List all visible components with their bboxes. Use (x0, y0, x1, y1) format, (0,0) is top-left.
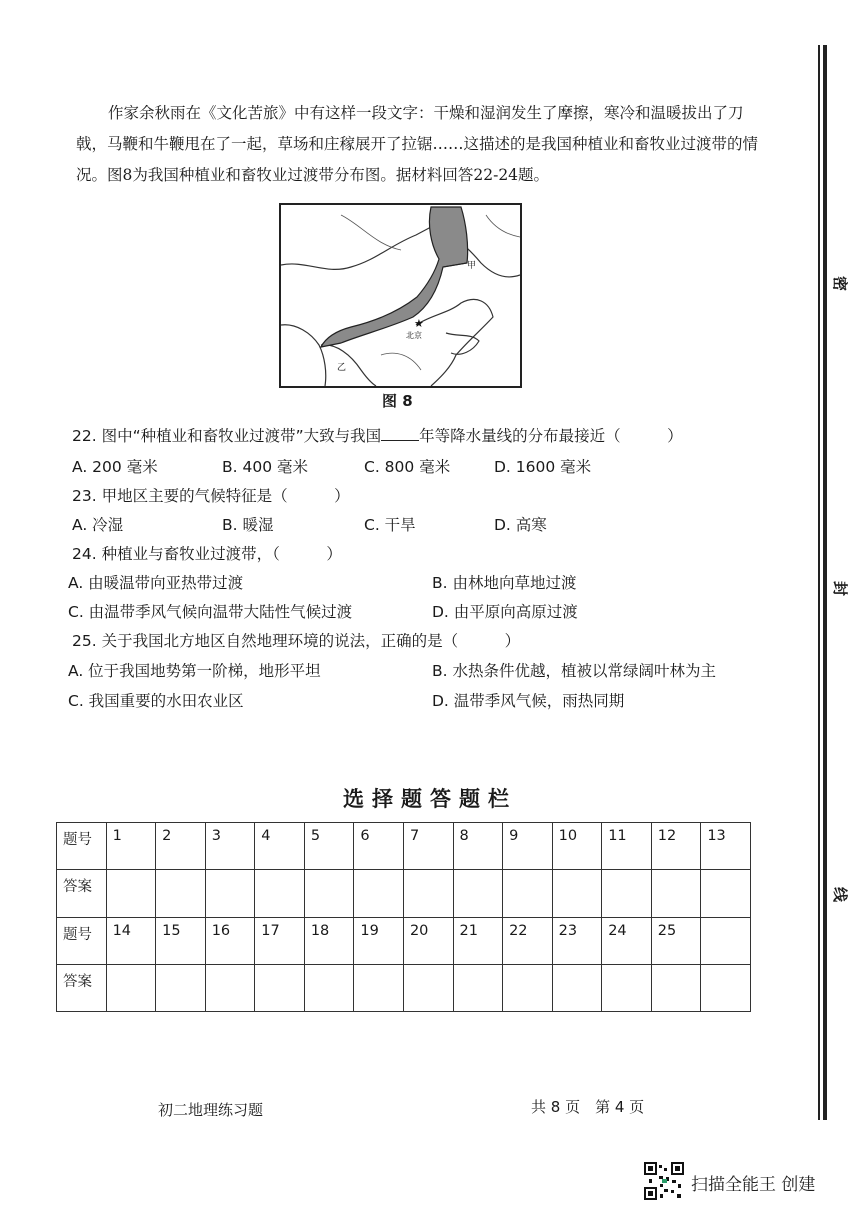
answer-cell[interactable] (156, 964, 206, 1011)
reading-passage (76, 98, 766, 191)
option-d: D. 1600 毫米 (494, 458, 592, 476)
number-cell: 4 (255, 823, 305, 870)
footer-page-number: 共 8 页 第 4 页 (531, 1098, 645, 1116)
answer-cell[interactable] (701, 964, 751, 1011)
coastline (416, 299, 493, 386)
option-a: A. 冷湿 (72, 516, 124, 534)
number-cell: 15 (156, 917, 206, 964)
number-cell: 17 (255, 917, 305, 964)
answer-cell[interactable] (552, 964, 602, 1011)
question-stem: 22. 图中“种植业和畜牧业过渡带”大致与我国 (72, 427, 382, 445)
number-cell: 20 (403, 917, 453, 964)
province-line (341, 215, 401, 250)
answer-cell[interactable] (255, 870, 305, 917)
answer-cell[interactable] (503, 870, 553, 917)
scanner-watermark: 扫描全能王 创建 (691, 1175, 816, 1195)
answer-cell[interactable] (156, 870, 206, 917)
province-line (381, 353, 421, 370)
answer-row (57, 870, 751, 917)
answer-cell[interactable] (403, 964, 453, 1011)
answer-cell[interactable] (106, 870, 156, 917)
number-cell: 9 (503, 823, 553, 870)
answer-cell[interactable] (503, 964, 553, 1011)
number-cell: 13 (701, 823, 751, 870)
answer-cell[interactable] (205, 964, 255, 1011)
option-b: B. 水热条件优越，植被以常绿阔叶林为主 (432, 662, 716, 680)
number-cell: 7 (403, 823, 453, 870)
number-cell: 8 (453, 823, 503, 870)
binding-mark-feng: 封 (831, 580, 850, 597)
number-cell: 23 (552, 917, 602, 964)
qr-code-icon (644, 1162, 684, 1200)
answer-cell[interactable] (651, 964, 701, 1011)
footer-course-title: 初二地理练习题 (158, 1101, 264, 1119)
answer-row (57, 964, 751, 1011)
question-22 (72, 424, 683, 446)
beijing-label: 北京 (406, 331, 422, 340)
row-label: 答案 (57, 870, 107, 917)
option-b: B. 暖湿 (222, 516, 274, 534)
number-cell: 3 (205, 823, 255, 870)
number-cell: 22 (503, 917, 553, 964)
option-c: C. 由温带季风气候向温带大陆性气候过渡 (68, 603, 353, 621)
option-d: D. 高寒 (494, 516, 547, 534)
beijing-star-icon: ★ (414, 317, 424, 330)
option-d: D. 温带季风气候，雨热同期 (432, 692, 625, 710)
answer-cell[interactable] (354, 870, 404, 917)
number-cell: 12 (651, 823, 701, 870)
answer-cell[interactable] (701, 870, 751, 917)
binding-line (823, 45, 827, 1120)
transition-belt (321, 207, 468, 347)
row-label: 答案 (57, 964, 107, 1011)
number-cell: 5 (304, 823, 354, 870)
label-jia: 甲 (467, 261, 477, 271)
number-cell: 11 (602, 823, 652, 870)
option-a: A. 由暖温带向亚热带过渡 (68, 574, 244, 592)
border-line (281, 227, 431, 269)
answer-cell[interactable] (651, 870, 701, 917)
binding-line (818, 45, 820, 1120)
province-line (486, 215, 520, 237)
number-cell: 18 (304, 917, 354, 964)
map-figure (279, 203, 522, 388)
number-cell (701, 917, 751, 964)
answer-cell[interactable] (304, 964, 354, 1011)
option-d: D. 由平原向高原过渡 (432, 603, 578, 621)
answer-cell[interactable] (602, 870, 652, 917)
number-cell: 2 (156, 823, 206, 870)
answer-cell[interactable] (552, 870, 602, 917)
number-cell: 1 (106, 823, 156, 870)
option-c: C. 我国重要的水田农业区 (68, 692, 244, 710)
number-cell: 6 (354, 823, 404, 870)
option-a: A. 位于我国地势第一阶梯，地形平坦 (68, 662, 321, 680)
transition-belt-map (281, 205, 520, 386)
number-cell: 25 (651, 917, 701, 964)
row-label: 题号 (57, 823, 107, 870)
option-a: A. 200 毫米 (72, 458, 158, 476)
answer-cell[interactable] (304, 870, 354, 917)
answer-cell[interactable] (453, 964, 503, 1011)
option-b: B. 由林地向草地过渡 (432, 574, 577, 592)
option-c: C. 800 毫米 (364, 458, 451, 476)
answer-cell[interactable] (453, 870, 503, 917)
answer-table (56, 822, 751, 1012)
option-b: B. 400 毫米 (222, 458, 308, 476)
number-cell: 10 (552, 823, 602, 870)
answer-cell[interactable] (205, 870, 255, 917)
row-label: 题号 (57, 917, 107, 964)
answer-cell[interactable] (255, 964, 305, 1011)
province-line (281, 325, 326, 386)
answer-section-title: 选择题答题栏 (343, 787, 517, 811)
number-cell: 24 (602, 917, 652, 964)
province-line (321, 345, 376, 386)
option-c: C. 干旱 (364, 516, 416, 534)
number-cell: 19 (354, 917, 404, 964)
figure-caption: 图 8 (382, 392, 413, 410)
question-25: 25. 关于我国北方地区自然地理环境的说法，正确的是（ ） (72, 632, 521, 650)
answer-cell[interactable] (403, 870, 453, 917)
number-row (57, 917, 751, 964)
number-cell: 14 (106, 917, 156, 964)
answer-cell[interactable] (106, 964, 156, 1011)
number-cell: 21 (453, 917, 503, 964)
binding-mark-mi: 密 (831, 275, 850, 292)
number-cell: 16 (205, 917, 255, 964)
passage-text: 作家余秋雨在《文化苦旅》中有这样一段文字：干燥和湿润发生了摩擦，寒冷和温暖拔出了刀戟，马鞭和牛鞭甩在了一起，草场和庄稼展开了拉锯……这描述的是我国种植业和畜牧业过渡带的情况。图8为我国种植业和畜牧业过渡带分布图。据材料回答22-24题。 (76, 104, 759, 184)
label-yi: 乙 (337, 363, 347, 373)
question-23: 23. 甲地区主要的气候特征是（ ） (72, 487, 350, 505)
number-row (57, 823, 751, 870)
answer-cell[interactable] (354, 964, 404, 1011)
answer-cell[interactable] (602, 964, 652, 1011)
binding-mark-xian: 线 (831, 886, 850, 903)
question-24: 24. 种植业与畜牧业过渡带，（ ） (72, 545, 342, 563)
question-stem: 年等降水量线的分布最接近（ ） (419, 427, 683, 445)
answer-blank (381, 426, 419, 441)
